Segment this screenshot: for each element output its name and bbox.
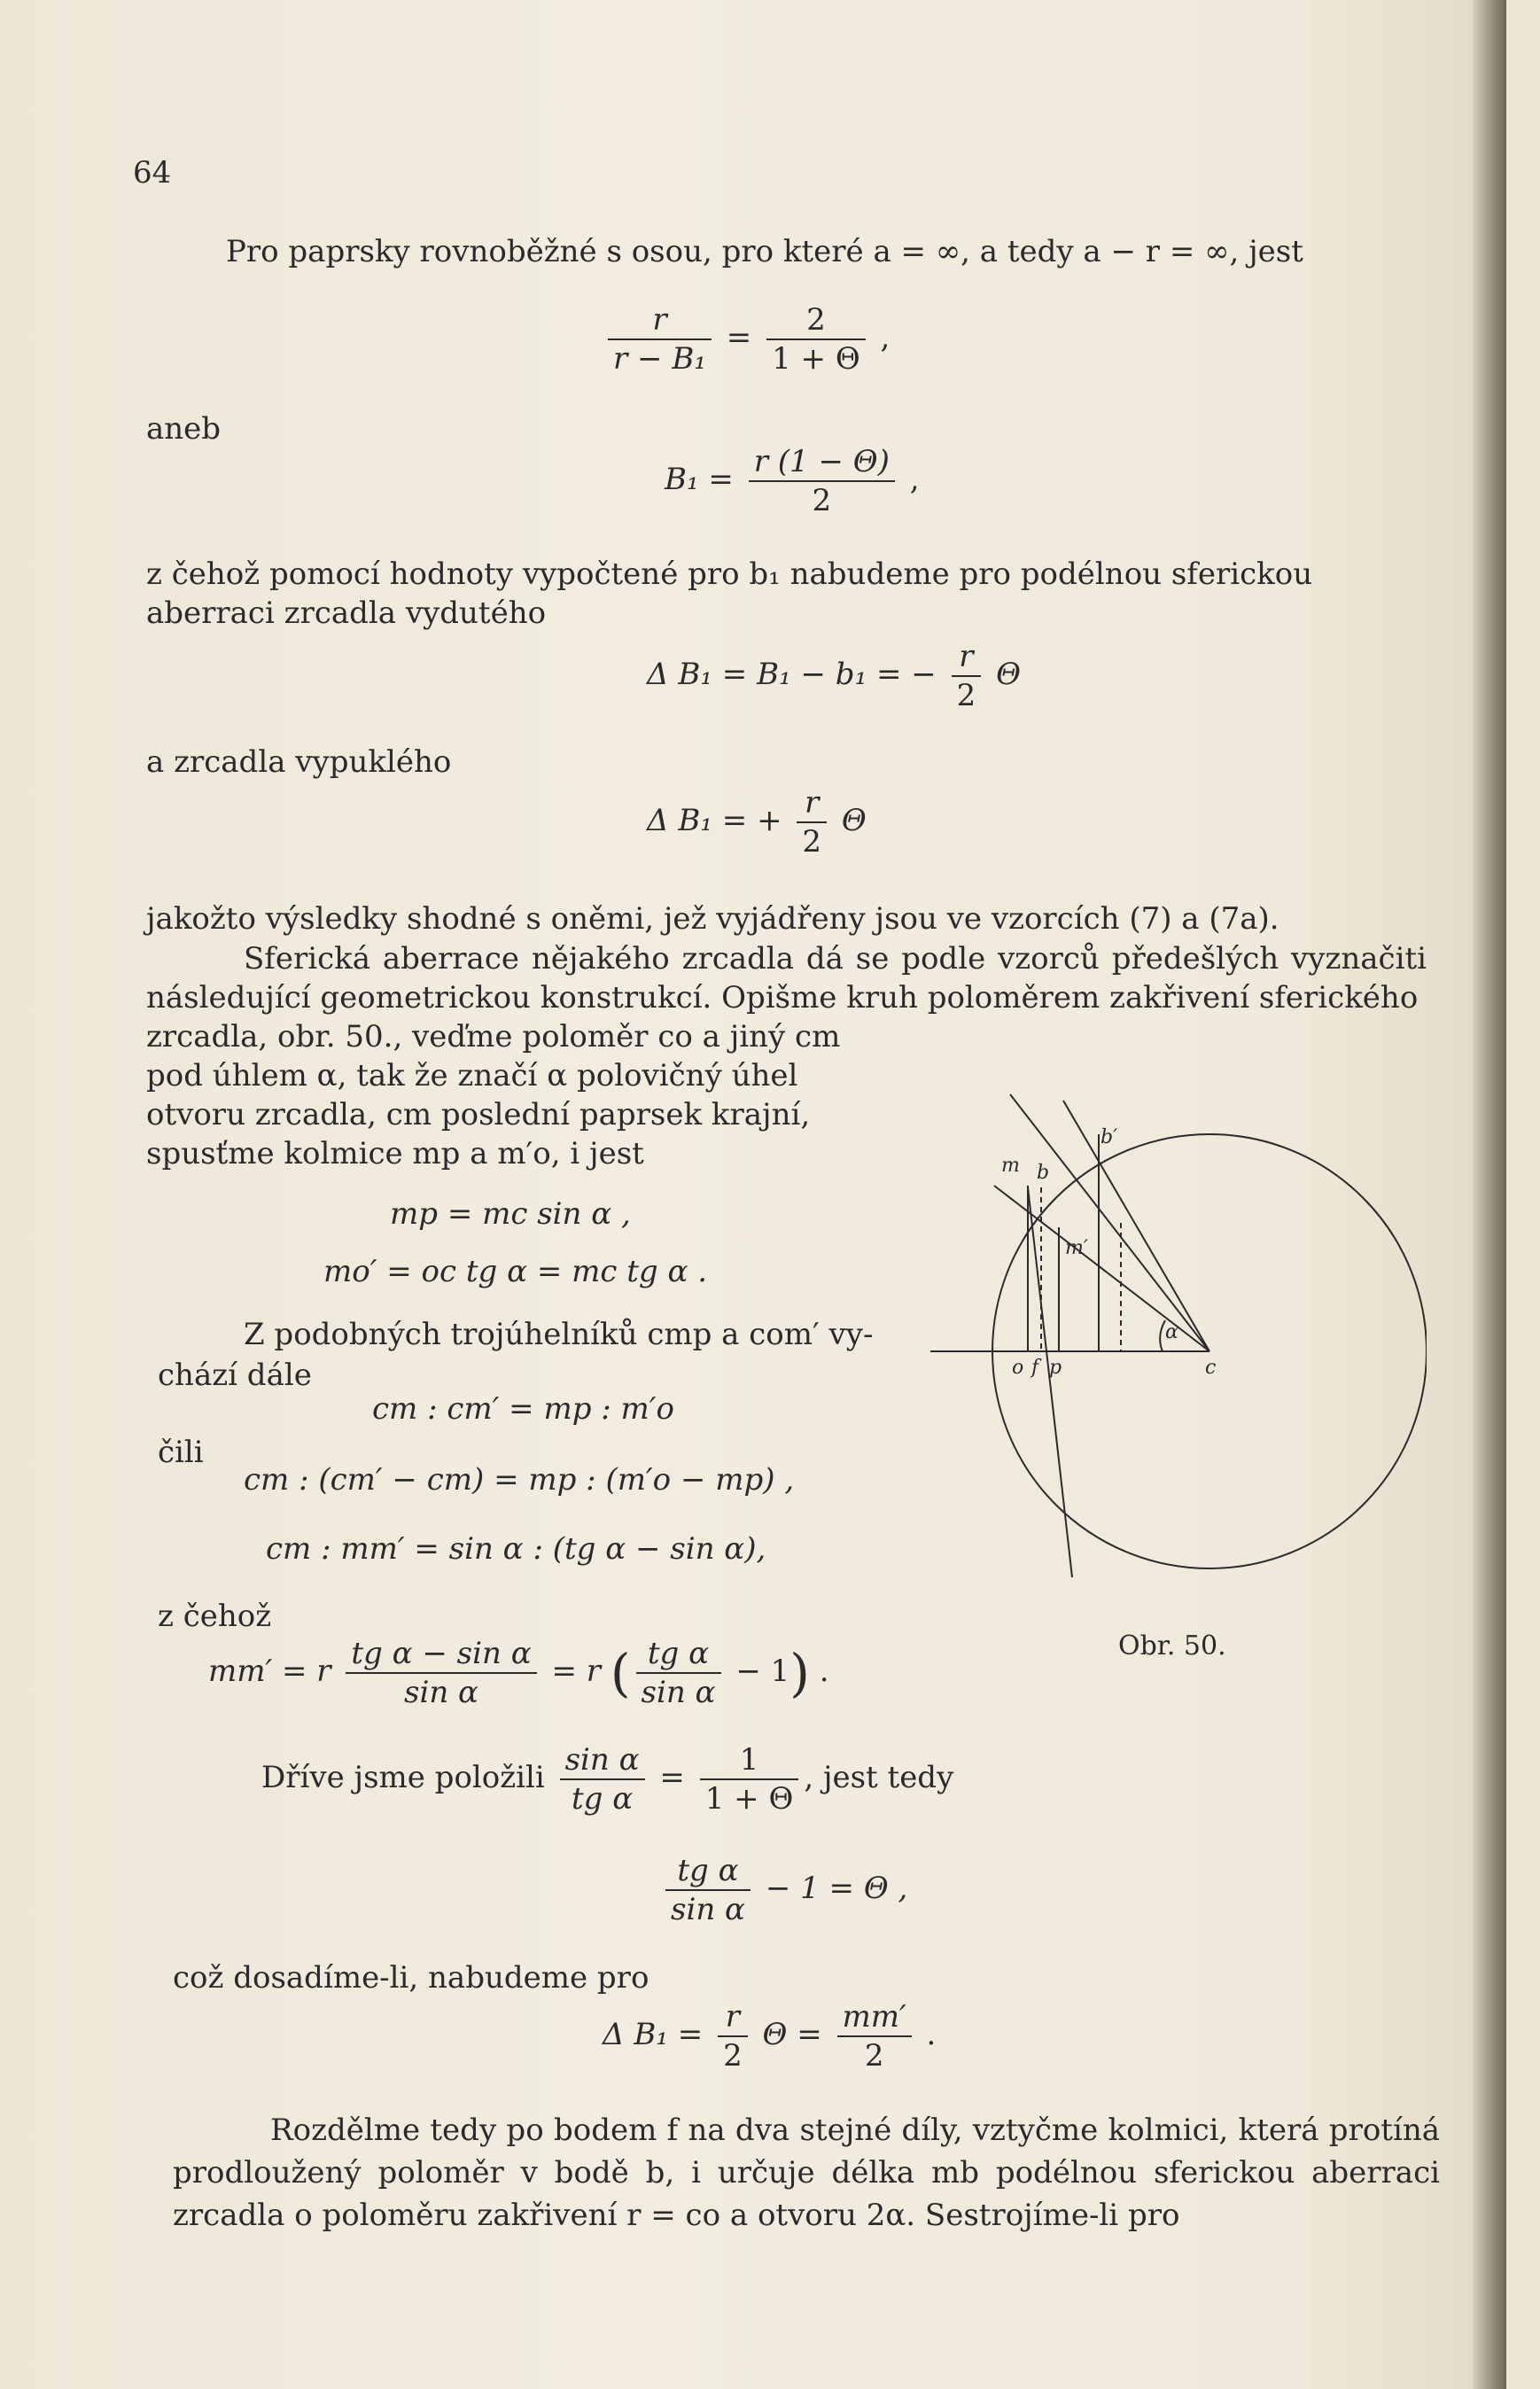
line-jakozto: jakožto výsledky shodné s oněmi, jež vyjádřeny jsou ve vzorcích (7) a (7a). bbox=[146, 901, 1279, 937]
equation-ratio-3: cm : mm′ = sin α : (tg α − sin α), bbox=[266, 1531, 766, 1567]
extended-radius bbox=[1063, 1101, 1209, 1351]
line-z-cehoz-2: z čehož bbox=[158, 1599, 272, 1634]
line-pod-uhlem: pod úhlem α, tak že značí α polovičný úhel bbox=[146, 1058, 798, 1093]
equation-2: B₁ = $\frac{r (1 - \Theta)}{2}$ , bbox=[665, 444, 920, 518]
label-alpha: α bbox=[1165, 1321, 1178, 1343]
label-b-prime: b′ bbox=[1101, 1126, 1118, 1148]
line-zrcadla-obr: zrcadla, obr. 50., veďme poloměr co a jiný cm bbox=[146, 1019, 841, 1054]
equation-theta: $\frac{\text{tg α}}{\text{sin α}}$ − 1 = Θ , bbox=[660, 1852, 907, 1928]
label-o: o bbox=[1012, 1357, 1024, 1379]
label-p: p bbox=[1049, 1357, 1062, 1379]
equation-3: Δ B₁ = B₁ − b₁ = − $\frac{r}{2}$ Θ bbox=[647, 639, 1021, 713]
line-otvoru: otvoru zrcadla, cm poslední paprsek krajní, bbox=[146, 1097, 811, 1132]
paragraph-rozdelme: Rozdělme tedy po bodem f na dva stejné díly, vztyčme kolmici, která protíná prodloužený poloměr v bodě b, i určuje délka mb podélnou sferickou aberraci zrcadla o poloměru zakřivení r = co a otvoru 2α. Sestrojíme-li pro bbox=[173, 2113, 1440, 2233]
word-cili: čili bbox=[158, 1435, 204, 1470]
equation-1: $\frac{r}{\text{r − B₁}}$ = $\frac{2}{1 + \Theta}$ , bbox=[603, 301, 890, 377]
label-m-prime: m′ bbox=[1065, 1237, 1088, 1259]
page-number: 64 bbox=[133, 155, 172, 191]
equation-ratio-2: cm : (cm′ − cm) = mp : (m′o − mp) , bbox=[244, 1462, 795, 1498]
paragraph-sfericka: Sferická aberrace nějakého zrcadla dá se podle vzorců předešlých vyznačiti následující geometrickou konstrukcí. Opišme kruh poloměrem zakřivení sferického bbox=[146, 941, 1427, 1016]
label-c: c bbox=[1205, 1357, 1217, 1379]
page-edge bbox=[1473, 0, 1506, 2389]
figure-caption: Obr. 50. bbox=[1118, 1630, 1226, 1661]
equation-final: Δ B₁ = $\frac{r}{2}$ Θ = $\frac{mm'}{2}$ . bbox=[603, 1999, 937, 2074]
word-aneb: aneb bbox=[146, 411, 222, 447]
line-chazi: chází dále bbox=[158, 1358, 312, 1393]
line-parallel-rays: Pro paprsky rovnoběžné s osou, pro které a = ∞, a tedy a − r = ∞, jest bbox=[226, 234, 1303, 269]
label-m: m bbox=[1001, 1155, 1020, 1177]
label-b: b bbox=[1037, 1162, 1050, 1184]
equation-mo: mo′ = oc tg α = mc tg α . bbox=[323, 1254, 708, 1289]
line-z-cehoz: z čehož pomocí hodnoty vypočtené pro b₁ nabudeme pro podélnou sferickou bbox=[146, 556, 1313, 592]
line-podobnych: Z podobných trojúhelníků cmp a com′ vy- bbox=[244, 1317, 874, 1352]
equation-mp: mp = mc sin α , bbox=[390, 1196, 631, 1232]
line-aberraci: aberraci zrcadla vydutého bbox=[146, 595, 547, 631]
equation-mm: mm′ = r $\frac{\text{tg α − sin α}}{\text{sin α}}$ = r ( $\frac{\text{tg α}}{\text{sin α}}$ − 1) . bbox=[208, 1636, 829, 1710]
equation-previously: Dříve jsme položili $\frac{\text{sin α}}{\text{tg α}}$ = $\frac{1}{1 + \Theta}$ , jest tedy bbox=[261, 1742, 954, 1817]
label-f: f bbox=[1031, 1357, 1039, 1379]
line-vypukleho: a zrcadla vypuklého bbox=[146, 744, 452, 780]
line-coz: což dosadíme-li, nabudeme pro bbox=[173, 1960, 649, 1996]
figure-50 bbox=[930, 1054, 1427, 1586]
equation-4: Δ B₁ = + $\frac{r}{2}$ Θ bbox=[647, 785, 867, 860]
equation-ratio-1: cm : cm′ = mp : m′o bbox=[372, 1391, 674, 1427]
line-spustme: spusťme kolmice mp a m′o, i jest bbox=[146, 1136, 644, 1171]
